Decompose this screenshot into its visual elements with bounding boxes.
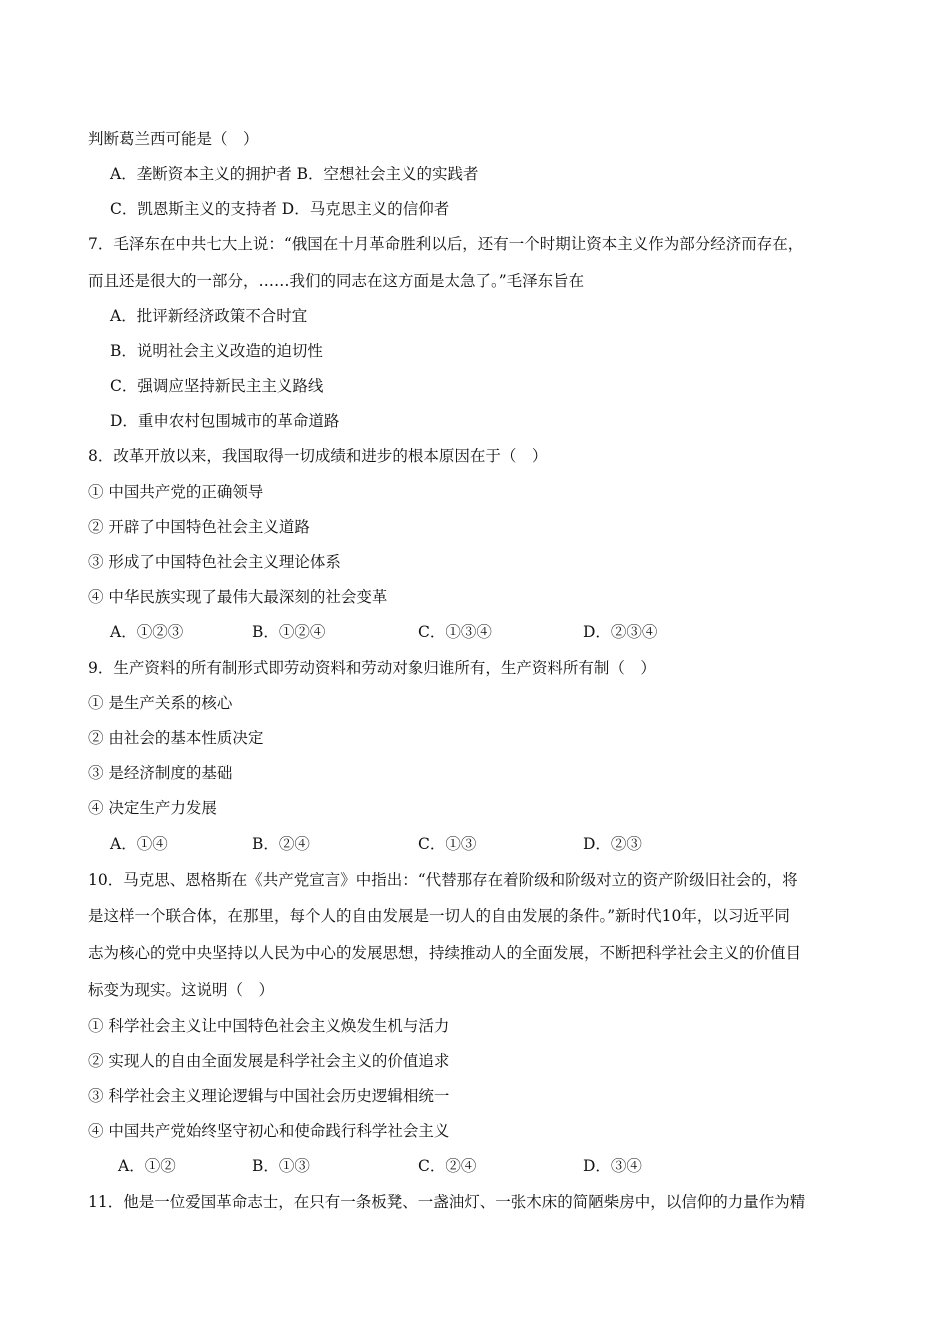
q10-stem-line-2: 是这样一个联合体，在那里，每个人的自由发展是一切人的自由发展的条件。”新时代10年，以习近平同: [88, 907, 790, 925]
q7-stem-line-2: 而且还是很大的一部分，……我们的同志在这方面是太急了。”毛泽东旨在: [88, 272, 585, 290]
q6-options-cd: C．凯恩斯主义的支持者 D．马克思主义的信仰者: [110, 200, 450, 218]
q10-options: [0, 1155, 950, 1177]
q6-options-ab: A．垄断资本主义的拥护者 B．空想社会主义的实践者: [110, 165, 479, 183]
q9-item-2: ② 由社会的基本性质决定: [88, 729, 264, 747]
q8-option-a: A．①②③: [110, 623, 184, 641]
q8-option-b: B．①②④: [252, 623, 326, 641]
q9-stem: 9．生产资料的所有制形式即劳动资料和劳动对象归谁所有，生产资料所有制（ ）: [88, 659, 656, 677]
q9-item-3: ③ 是经济制度的基础: [88, 764, 233, 782]
q7-option-c: C．强调应坚持新民主主义路线: [110, 377, 324, 395]
q10-option-b: B．①③: [252, 1157, 310, 1175]
q10-option-d: D．③④: [583, 1157, 642, 1175]
q7-stem-line-1: 7．毛泽东在中共七大上说：“俄国在十月革命胜利以后，还有一个时期让资本主义作为部分经济而存在，: [88, 235, 804, 253]
q8-stem: 8．改革开放以来，我国取得一切成绩和进步的根本原因在于（ ）: [88, 447, 548, 465]
q10-option-c: C．②④: [418, 1157, 477, 1175]
q8-item-3: ③ 形成了中国特色社会主义理论体系: [88, 553, 341, 571]
q8-option-c: C．①③④: [418, 623, 492, 641]
q10-stem-line-4: 标变为现实。这说明（ ）: [88, 981, 275, 999]
q9-option-c: C．①③: [418, 835, 477, 853]
q7-option-a: A．批评新经济政策不合时宜: [110, 307, 308, 325]
q9-options: [0, 833, 950, 855]
q9-item-1: ① 是生产关系的核心: [88, 694, 233, 712]
q10-option-a: A．①②: [118, 1157, 176, 1175]
q10-item-4: ④ 中国共产党始终坚守初心和使命践行科学社会主义: [88, 1122, 450, 1140]
q9-option-d: D．②③: [583, 835, 642, 853]
q10-stem-line-3: 志为核心的党中央坚持以人民为中心的发展思想，持续推动人的全面发展，不断把科学社会主义的价值目: [88, 944, 802, 962]
q11-stem-line-1: 11．他是一位爱国革命志士，在只有一条板凳、一盏油灯、一张木床的简陋柴房中，以信仰的力量作为精: [88, 1193, 806, 1211]
q8-item-4: ④ 中华民族实现了最伟大最深刻的社会变革: [88, 588, 388, 606]
q9-option-b: B．②④: [252, 835, 310, 853]
q10-stem-line-1: 10．马克思、恩格斯在《共产党宣言》中指出：“代替那存在着阶级和阶级对立的资产阶级旧社会的，将: [88, 871, 798, 889]
q9-item-4: ④ 决定生产力发展: [88, 799, 217, 817]
q7-option-d: D．重申农村包围城市的革命道路: [110, 412, 340, 430]
q10-item-2: ② 实现人的自由全面发展是科学社会主义的价值追求: [88, 1052, 450, 1070]
q10-item-3: ③ 科学社会主义理论逻辑与中国社会历史逻辑相统一: [88, 1087, 450, 1105]
q8-option-d: D．②③④: [583, 623, 658, 641]
q9-option-a: A．①④: [110, 835, 168, 853]
q8-item-2: ② 开辟了中国特色社会主义道路: [88, 518, 310, 536]
q8-options: [0, 621, 950, 643]
q6-stem-end: 判断葛兰西可能是（ ）: [88, 130, 259, 148]
q7-option-b: B．说明社会主义改造的迫切性: [110, 342, 323, 360]
q10-item-1: ① 科学社会主义让中国特色社会主义焕发生机与活力: [88, 1017, 450, 1035]
q8-item-1: ① 中国共产党的正确领导: [88, 483, 264, 501]
